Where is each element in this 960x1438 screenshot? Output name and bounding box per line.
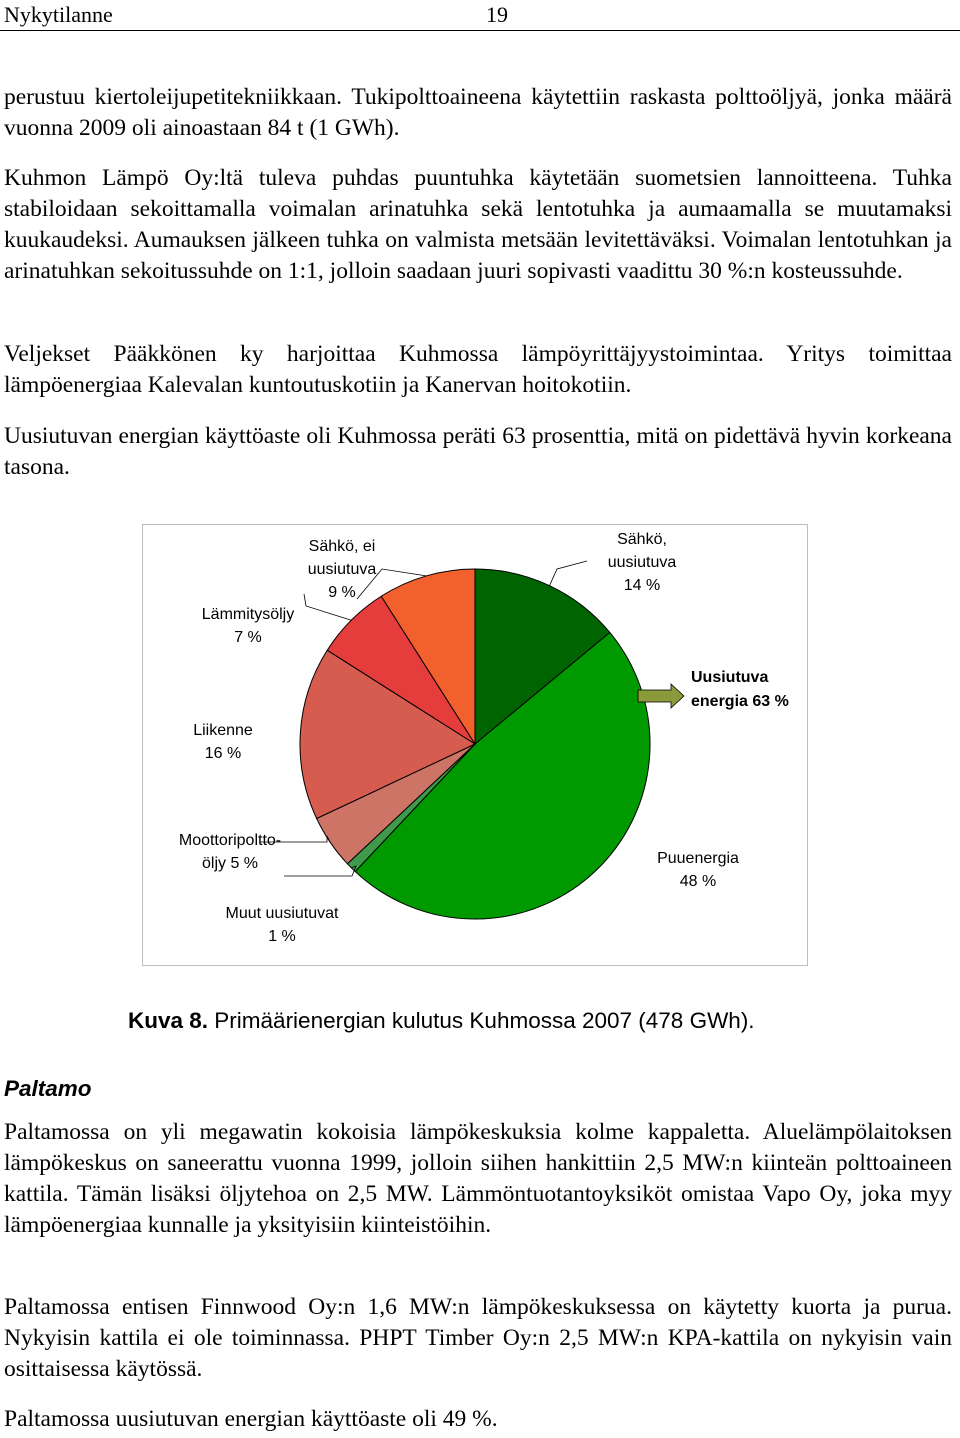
figure-caption	[128, 1008, 755, 1034]
leader-line-0	[550, 561, 588, 586]
section-title: Paltamo	[4, 1076, 92, 1101]
slice-label-2: Muut uusiutuvat 1 %	[225, 905, 339, 945]
paragraph-5: Paltamossa on yli megawatin kokoisia lämpökeskuksia kolme kappaletta. Aluelämpölaitoksen lämpökeskus on saneerattu vuonna 1999, jolloin siihen hankittiin 2,5 MW:n kiinteän polttoaineen kattila. Tämän lisäksi öljytehoa on 2,5 MW. Lämmöntuotantoyksiköt omistaa Vapo Oy, joka myy lämpöenergiaa kunnalle ja yksityisiin kiinteistöihin.	[4, 1119, 952, 1238]
caption-label: Kuva 8.	[128, 1008, 209, 1033]
page-header	[0, 0, 960, 31]
pie-chart	[142, 524, 808, 966]
chapter-title: Nykytilanne	[4, 2, 113, 27]
slice-label-1: Puuenergia 48 %	[657, 850, 739, 890]
slice-label-3: Moottoripoltto-öljy 5 %	[178, 832, 282, 872]
paragraph-1: perustuu kiertoleijupetitekniikkaan. Tukipolttoaineena käytettiin raskasta polttoöljyä, jonka määrä vuonna 2009 oli ainoastaan 84 t (1 GWh).	[4, 84, 952, 141]
slice-label-4: Liikenne 16 %	[193, 722, 253, 762]
slice-label-0: Sähkö, uusiutuva 14 %	[607, 531, 677, 594]
paragraph-4: Uusiutuvan energian käyttöaste oli Kuhmossa peräti 63 prosenttia, mitä on pidettävä hyvin korkeana tasona.	[4, 423, 952, 480]
slice-label-6: Sähkö, ei uusiutuva 9 %	[307, 538, 377, 601]
paragraph-7: Paltamossa uusiutuvan energian käyttöaste oli 49 %.	[4, 1406, 498, 1432]
renewable-annotation: Uusiutuva energia 63 %	[691, 669, 789, 710]
slice-label-5: Lämmitysöljy 7 %	[201, 606, 295, 646]
paragraph-6: Paltamossa entisen Finnwood Oy:n 1,6 MW:n lämpökeskuksessa on käytetty kuorta ja purua. Nykyisin kattila ei ole toiminnassa. PHPT Timber Oy:n 2,5 MW:n KPA-kattila on nykyisin vain osittaisessa käytössä.	[4, 1294, 952, 1382]
paragraph-3: Veljekset Pääkkönen ky harjoittaa Kuhmossa lämpöyrittäjyystoimintaa. Yritys toimittaa lämpöenergiaa Kalevalan kuntoutuskotiin ja Kanervan hoitokotiin.	[4, 341, 952, 398]
leader-line-2	[284, 866, 356, 876]
caption-text: Primäärienergian kulutus Kuhmossa 2007 (478 GWh).	[208, 1008, 755, 1033]
page-number: 19	[486, 2, 508, 27]
paragraph-2: Kuhmon Lämpö Oy:ltä tuleva puhdas puuntuhka käytetään suometsien lannoitteena. Tuhka stabiloidaan sekoittamalla voimalan arinatuhka sekä lentotuhka ja aumaamalla se muutamaksi kuukaudeksi. Aumauksen jälkeen tuhka on valmista metsään levitettäväksi. Voimalan lentotuhkan ja arinatuhkan sekoitussuhde on 1:1, jolloin saadaan juuri sopivasti vaadittu 30 %:n kosteussuhde.	[4, 165, 952, 284]
